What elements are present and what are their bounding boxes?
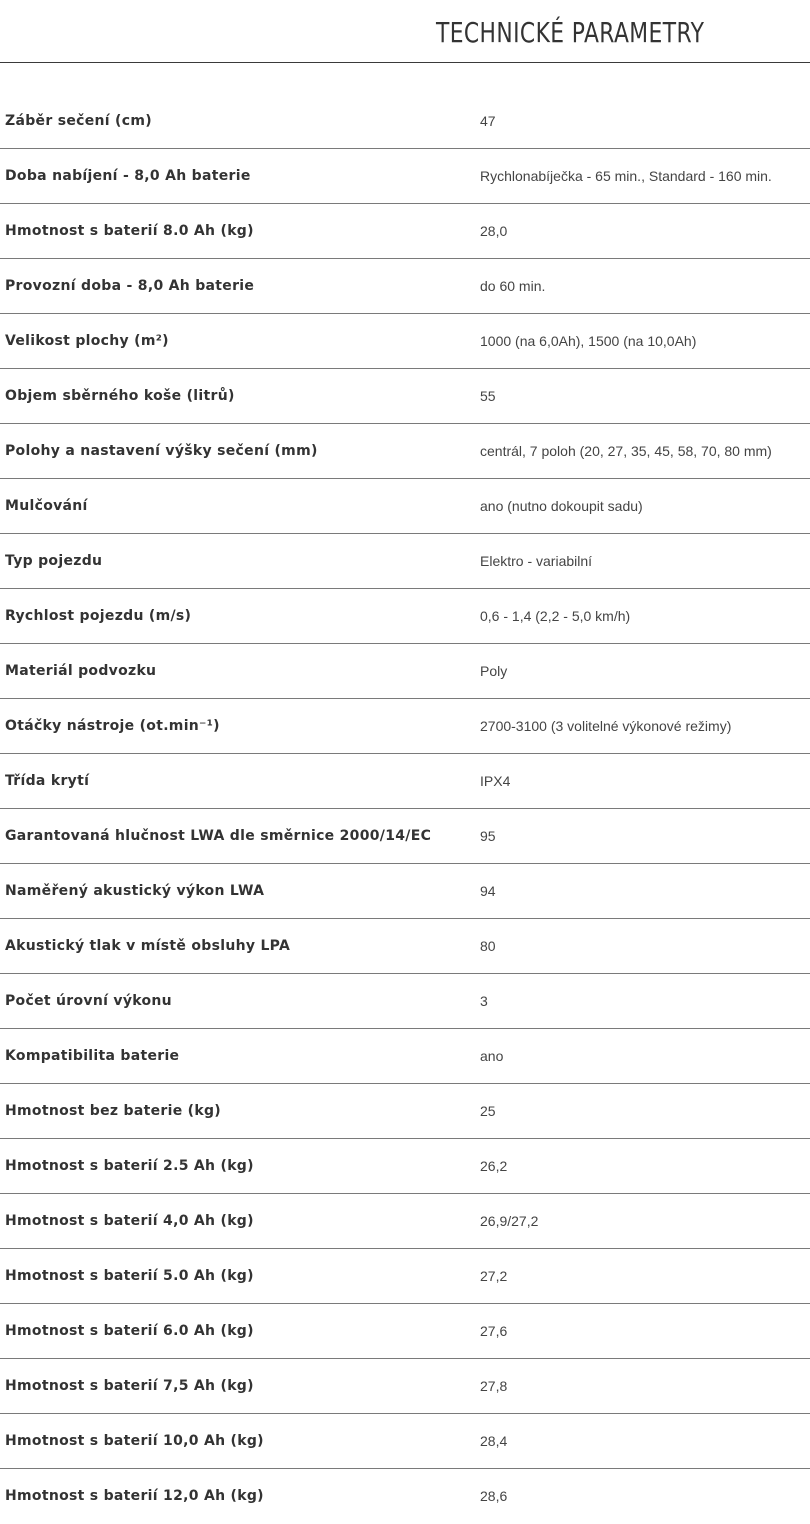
table-row <box>0 1194 810 1249</box>
spec-value: 95 <box>480 828 496 844</box>
spec-label: Hmotnost bez baterie (kg) <box>5 1103 221 1119</box>
spec-value: 26,9/27,2 <box>480 1213 539 1229</box>
table-row <box>0 1469 810 1524</box>
spec-value: ano <box>480 1048 504 1064</box>
spec-value: 28,4 <box>480 1433 508 1449</box>
spec-label: Provozní doba - 8,0 Ah baterie <box>5 278 255 294</box>
table-row <box>0 424 810 479</box>
table-row <box>0 369 810 424</box>
spec-value: 28,6 <box>480 1488 508 1504</box>
spec-value: Elektro - variabilní <box>480 553 593 569</box>
table-row <box>0 1084 810 1139</box>
spec-label: Hmotnost s baterií 12,0 Ah (kg) <box>5 1488 264 1504</box>
page-title: TECHNICKÉ PARAMETRY <box>436 16 705 49</box>
specs-table <box>0 94 810 1524</box>
spec-label: Naměřený akustický výkon LWA <box>5 883 265 899</box>
spec-value: ano (nutno dokoupit sadu) <box>480 498 643 514</box>
table-row <box>0 1359 810 1414</box>
spec-value: Rychlonabíječka - 65 min., Standard - 160 min. <box>480 168 772 184</box>
spec-value: centrál, 7 poloh (20, 27, 35, 45, 58, 70, 80 mm) <box>480 443 772 459</box>
spec-label: Hmotnost s baterií 7,5 Ah (kg) <box>5 1378 254 1394</box>
spec-value: 27,8 <box>480 1378 508 1394</box>
table-row <box>0 149 810 204</box>
spec-value: 28,0 <box>480 223 508 239</box>
table-row <box>0 809 810 864</box>
spec-value: 55 <box>480 388 496 404</box>
spec-label: Kompatibilita baterie <box>5 1048 180 1064</box>
table-row <box>0 589 810 644</box>
table-row <box>0 974 810 1029</box>
table-row <box>0 1414 810 1469</box>
spec-value: 47 <box>480 113 496 129</box>
spec-label: Materiál podvozku <box>5 663 157 679</box>
spec-label: Otáčky nástroje (ot.min⁻¹) <box>5 718 220 734</box>
spec-label: Typ pojezdu <box>5 553 103 569</box>
table-row <box>0 864 810 919</box>
spec-label: Rychlost pojezdu (m/s) <box>5 608 192 624</box>
table-row <box>0 204 810 259</box>
table-row <box>0 479 810 534</box>
spec-label: Polohy a nastavení výšky sečení (mm) <box>5 443 318 459</box>
spec-label: Hmotnost s baterií 6.0 Ah (kg) <box>5 1323 254 1339</box>
spec-value: 25 <box>480 1103 496 1119</box>
table-row <box>0 699 810 754</box>
spec-label: Doba nabíjení - 8,0 Ah baterie <box>5 168 251 184</box>
table-row <box>0 1304 810 1359</box>
table-row <box>0 644 810 699</box>
table-row <box>0 1139 810 1194</box>
spec-label: Akustický tlak v místě obsluhy LPA <box>5 938 291 954</box>
table-row <box>0 259 810 314</box>
spec-value: 80 <box>480 938 496 954</box>
table-row <box>0 94 810 149</box>
spec-value: Poly <box>480 663 508 679</box>
spec-value: 0,6 - 1,4 (2,2 - 5,0 km/h) <box>480 608 631 624</box>
spec-value: 94 <box>480 883 496 899</box>
table-row <box>0 754 810 809</box>
table-row <box>0 1249 810 1304</box>
spec-value: IPX4 <box>480 773 511 789</box>
spec-label: Hmotnost s baterií 2.5 Ah (kg) <box>5 1158 254 1174</box>
spec-label: Hmotnost s baterií 4,0 Ah (kg) <box>5 1213 254 1229</box>
spec-label: Mulčování <box>5 498 88 514</box>
spec-value: 3 <box>480 993 488 1009</box>
spec-value: 27,2 <box>480 1268 508 1284</box>
spec-label: Počet úrovní výkonu <box>5 993 172 1009</box>
spec-label: Velikost plochy (m²) <box>5 333 169 349</box>
spec-value: 1000 (na 6,0Ah), 1500 (na 10,0Ah) <box>480 333 697 349</box>
table-row <box>0 314 810 369</box>
spec-value: 27,6 <box>480 1323 508 1339</box>
spec-label: Garantovaná hlučnost LWA dle směrnice 2000/14/EC <box>5 828 432 844</box>
spec-label: Objem sběrného koše (litrů) <box>5 388 235 404</box>
table-row <box>0 534 810 589</box>
spec-label: Hmotnost s baterií 8.0 Ah (kg) <box>5 223 254 239</box>
spec-value: 2700-3100 (3 volitelné výkonové režimy) <box>480 718 732 734</box>
table-row <box>0 919 810 974</box>
spec-value: 26,2 <box>480 1158 508 1174</box>
spec-label: Záběr sečení (cm) <box>5 113 152 129</box>
section-header <box>0 0 810 63</box>
spec-label: Třída krytí <box>5 773 90 789</box>
spec-label: Hmotnost s baterií 10,0 Ah (kg) <box>5 1433 264 1449</box>
spec-value: do 60 min. <box>480 278 546 294</box>
spec-label: Hmotnost s baterií 5.0 Ah (kg) <box>5 1268 254 1284</box>
table-row <box>0 1029 810 1084</box>
